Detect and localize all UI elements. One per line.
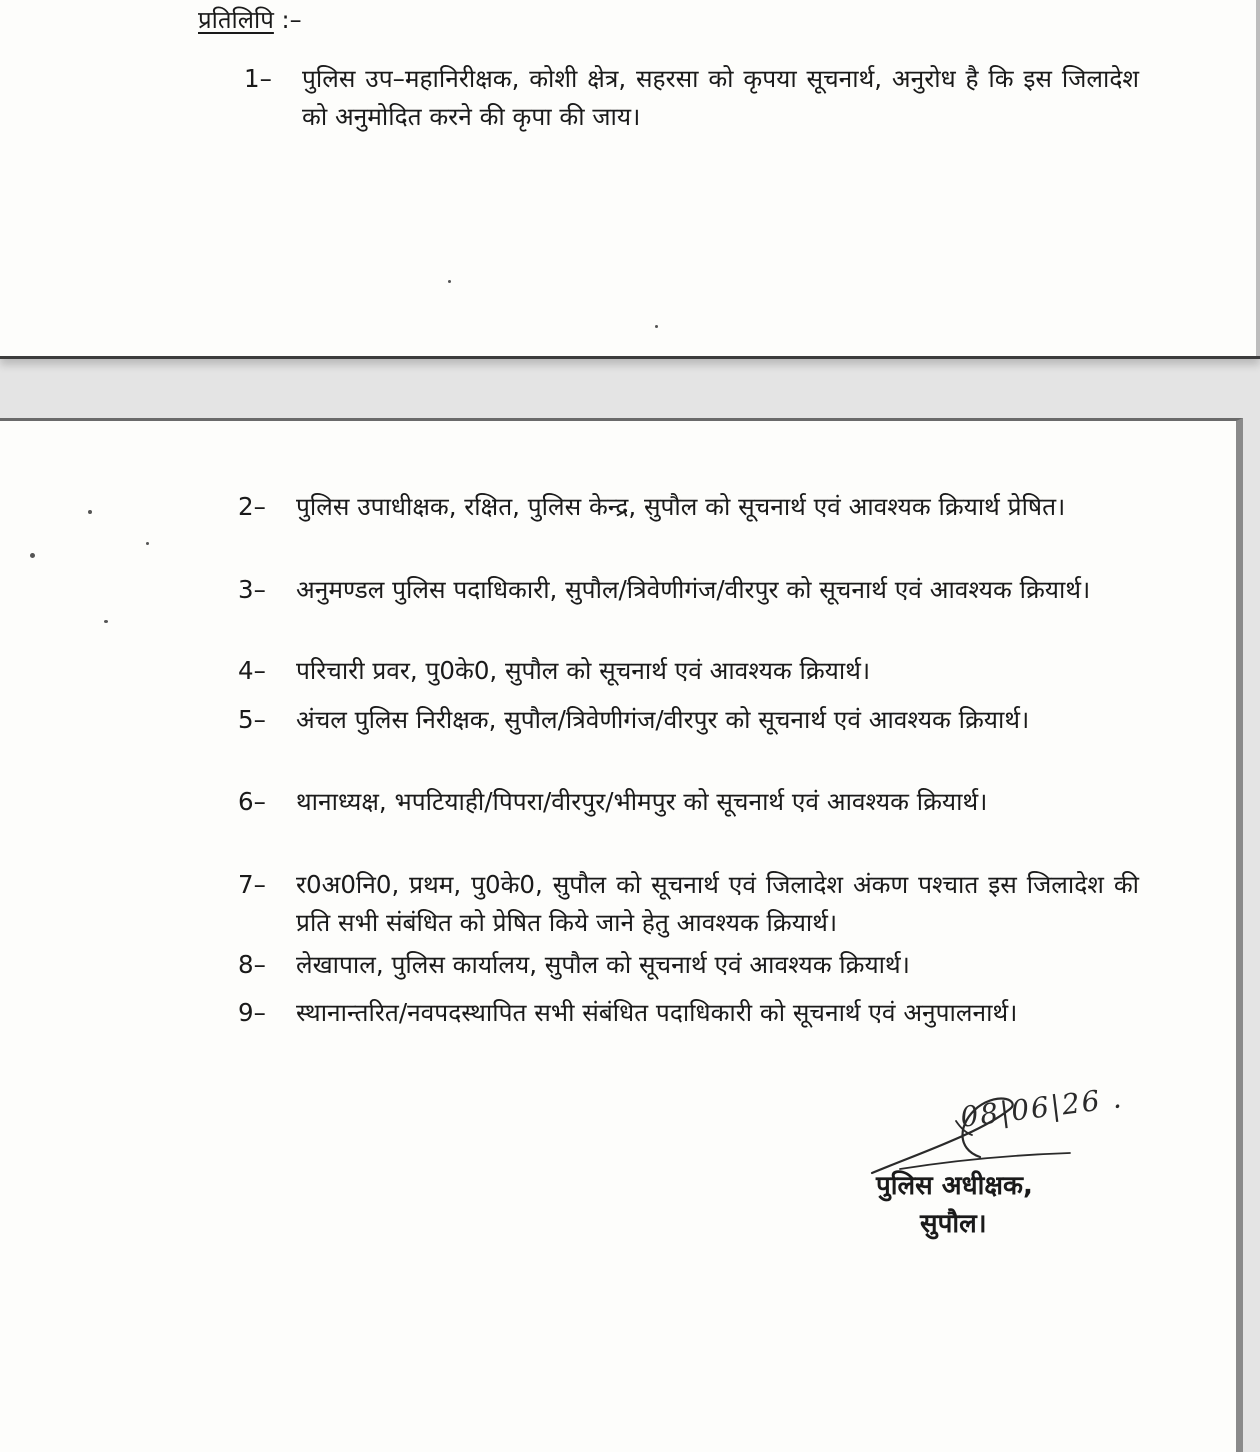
- signature-date: 08|06|26 .: [958, 1081, 1125, 1134]
- copy-item-text: स्थानान्तरित/नवपदस्थापित सभी संबंधित पदाधिकारी को सूचनार्थ एवं अनुपालनार्थ।: [296, 998, 1018, 1027]
- copy-heading-suffix: :–: [281, 6, 302, 34]
- scan-speck: [655, 325, 658, 328]
- scan-speck: [448, 280, 451, 283]
- copy-heading-label: प्रतिलिपि: [198, 6, 274, 34]
- scanned-page-2: [0, 418, 1243, 1452]
- copy-item-number: 8–: [238, 950, 266, 979]
- copy-item-number: 1–: [244, 64, 272, 93]
- copy-item-text: परिचारी प्रवर, पु0के0, सुपौल को सूचनार्थ एवं आवश्यक क्रियार्थ।: [296, 656, 871, 685]
- copy-item-text: र0अ0नि0, प्रथम, पु0के0, सुपौल को सूचनार्थ एवं जिलादेश अंकण पश्चात इस जिलादेश की प्रति सभी संबंधित को प्रेषित किये जाने हेतु आवश्यक क्रियार्थ।: [296, 870, 1139, 937]
- copy-item-text: थानाध्यक्ष, भपटियाही/पिपरा/वीरपुर/भीमपुर को सूचनार्थ एवं आवश्यक क्रियार्थ।: [296, 787, 988, 816]
- copy-item-text: लेखापाल, पुलिस कार्यालय, सुपौल को सूचनार्थ एवं आवश्यक क्रियार्थ।: [296, 950, 910, 979]
- copy-heading: [198, 3, 302, 37]
- copy-item-number: 7–: [238, 870, 266, 899]
- copy-item-number: 6–: [238, 787, 266, 816]
- copy-item-text: अंचल पुलिस निरीक्षक, सुपौल/त्रिवेणीगंज/वीरपुर को सूचनार्थ एवं आवश्यक क्रियार्थ।: [296, 705, 1030, 734]
- scan-speck: [146, 542, 149, 545]
- copy-item-number: 5–: [238, 705, 266, 734]
- designation-title: पुलिस अधीक्षक,: [876, 1171, 1033, 1201]
- copy-item-number: 3–: [238, 575, 266, 604]
- copy-item-text: पुलिस उप–महानिरीक्षक, कोशी क्षेत्र, सहरसा को कृपया सूचनार्थ, अनुरोध है कि इस जिलादेश को अनुमोदित करने की कृपा की जाय।: [302, 64, 1139, 131]
- signature-scribble-icon: [860, 1061, 1190, 1251]
- copy-item-number: 4–: [238, 656, 266, 685]
- copy-item-text: पुलिस उपाधीक्षक, रक्षित, पुलिस केन्द्र, सुपौल को सूचनार्थ एवं आवश्यक क्रियार्थ प्रेषित।: [296, 492, 1066, 521]
- copy-item-number: 2–: [238, 492, 266, 521]
- copy-item-number: 9–: [238, 998, 266, 1027]
- scanned-page-1: [0, 0, 1260, 359]
- scan-speck: [30, 553, 35, 558]
- designation-place: सुपौल।: [920, 1209, 987, 1239]
- scan-speck: [88, 510, 92, 514]
- scan-speck: [104, 620, 108, 623]
- signature-block: [860, 1061, 1190, 1251]
- copy-item-text: अनुमण्डल पुलिस पदाधिकारी, सुपौल/त्रिवेणीगंज/वीरपुर को सूचनार्थ एवं आवश्यक क्रियार्थ।: [296, 575, 1091, 604]
